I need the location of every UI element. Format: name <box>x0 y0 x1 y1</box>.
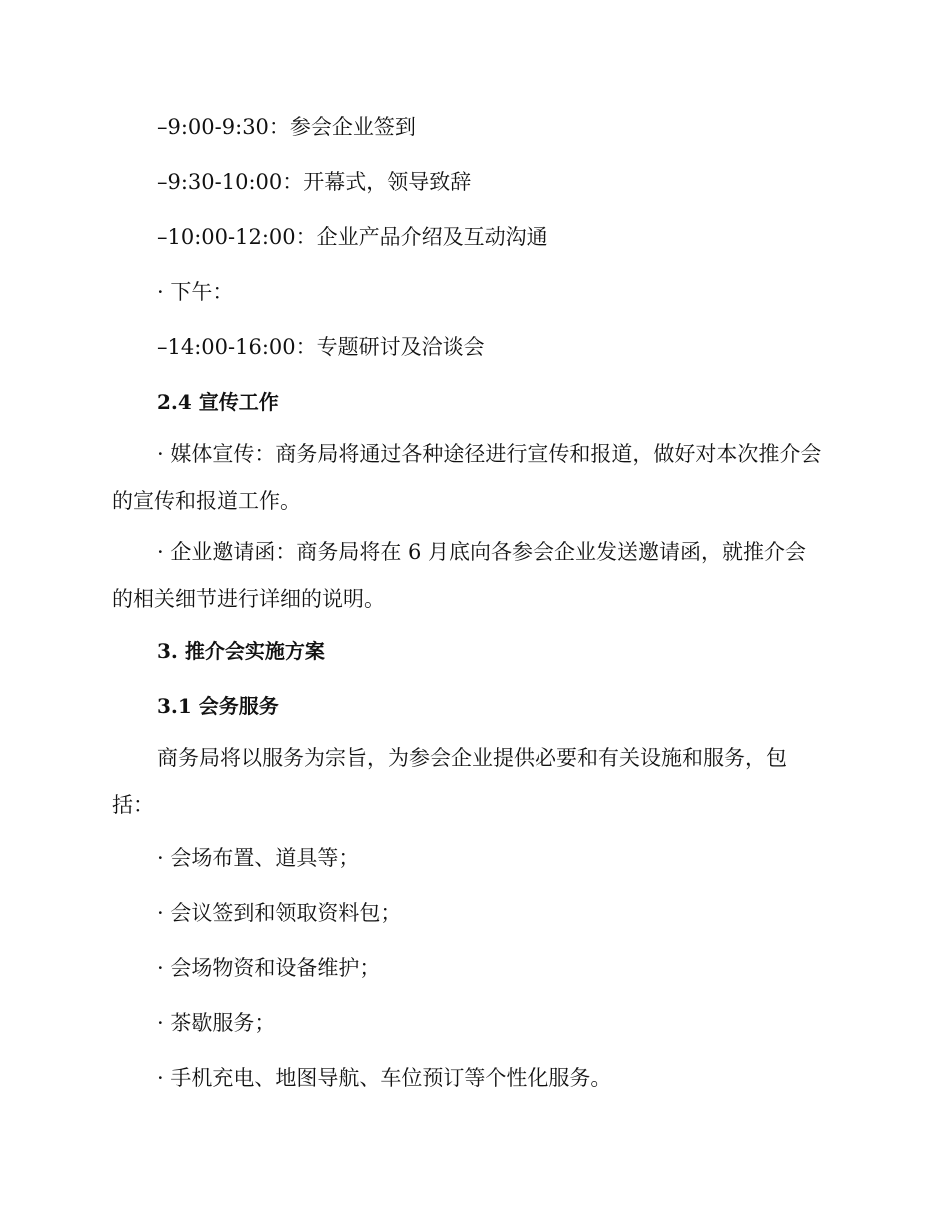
section-heading-2-4: 2.4 宣传工作 <box>157 390 279 414</box>
schedule-item-signin: –9:00-9:30：参会企业签到 <box>157 115 416 139</box>
afternoon-label: · 下午： <box>157 280 234 304</box>
paragraph-invitation-letter: · 企业邀请函：商务局将在 6 月底向各参会企业发送邀请函，就推介会的相关细节进行详细的说明。 <box>112 540 807 611</box>
schedule-item-seminar: –14:00-16:00：专题研讨及洽谈会 <box>157 335 485 359</box>
paragraph-services-intro: 商务局将以服务为宗旨，为参会企业提供必要和有关设施和服务，包括： <box>112 746 787 817</box>
section-heading-3-1: 3.1 会务服务 <box>157 694 279 718</box>
service-item-maintenance: · 会场物资和设备维护； <box>157 956 381 980</box>
section-heading-3: 3. 推介会实施方案 <box>157 639 325 663</box>
schedule-item-product-intro: –10:00-12:00：企业产品介绍及互动沟通 <box>157 225 548 249</box>
service-item-venue: · 会场布置、道具等； <box>157 846 360 870</box>
service-item-tea-break: · 茶歇服务； <box>157 1011 276 1035</box>
service-item-signin-materials: · 会议签到和领取资料包； <box>157 901 402 925</box>
service-item-personalized: · 手机充电、地图导航、车位预订等个性化服务。 <box>157 1066 612 1090</box>
schedule-item-opening: –9:30-10:00：开幕式，领导致辞 <box>157 170 472 194</box>
paragraph-media-publicity: · 媒体宣传：商务局将通过各种途径进行宣传和报道，做好对本次推介会的宣传和报道工作。 <box>112 442 822 513</box>
